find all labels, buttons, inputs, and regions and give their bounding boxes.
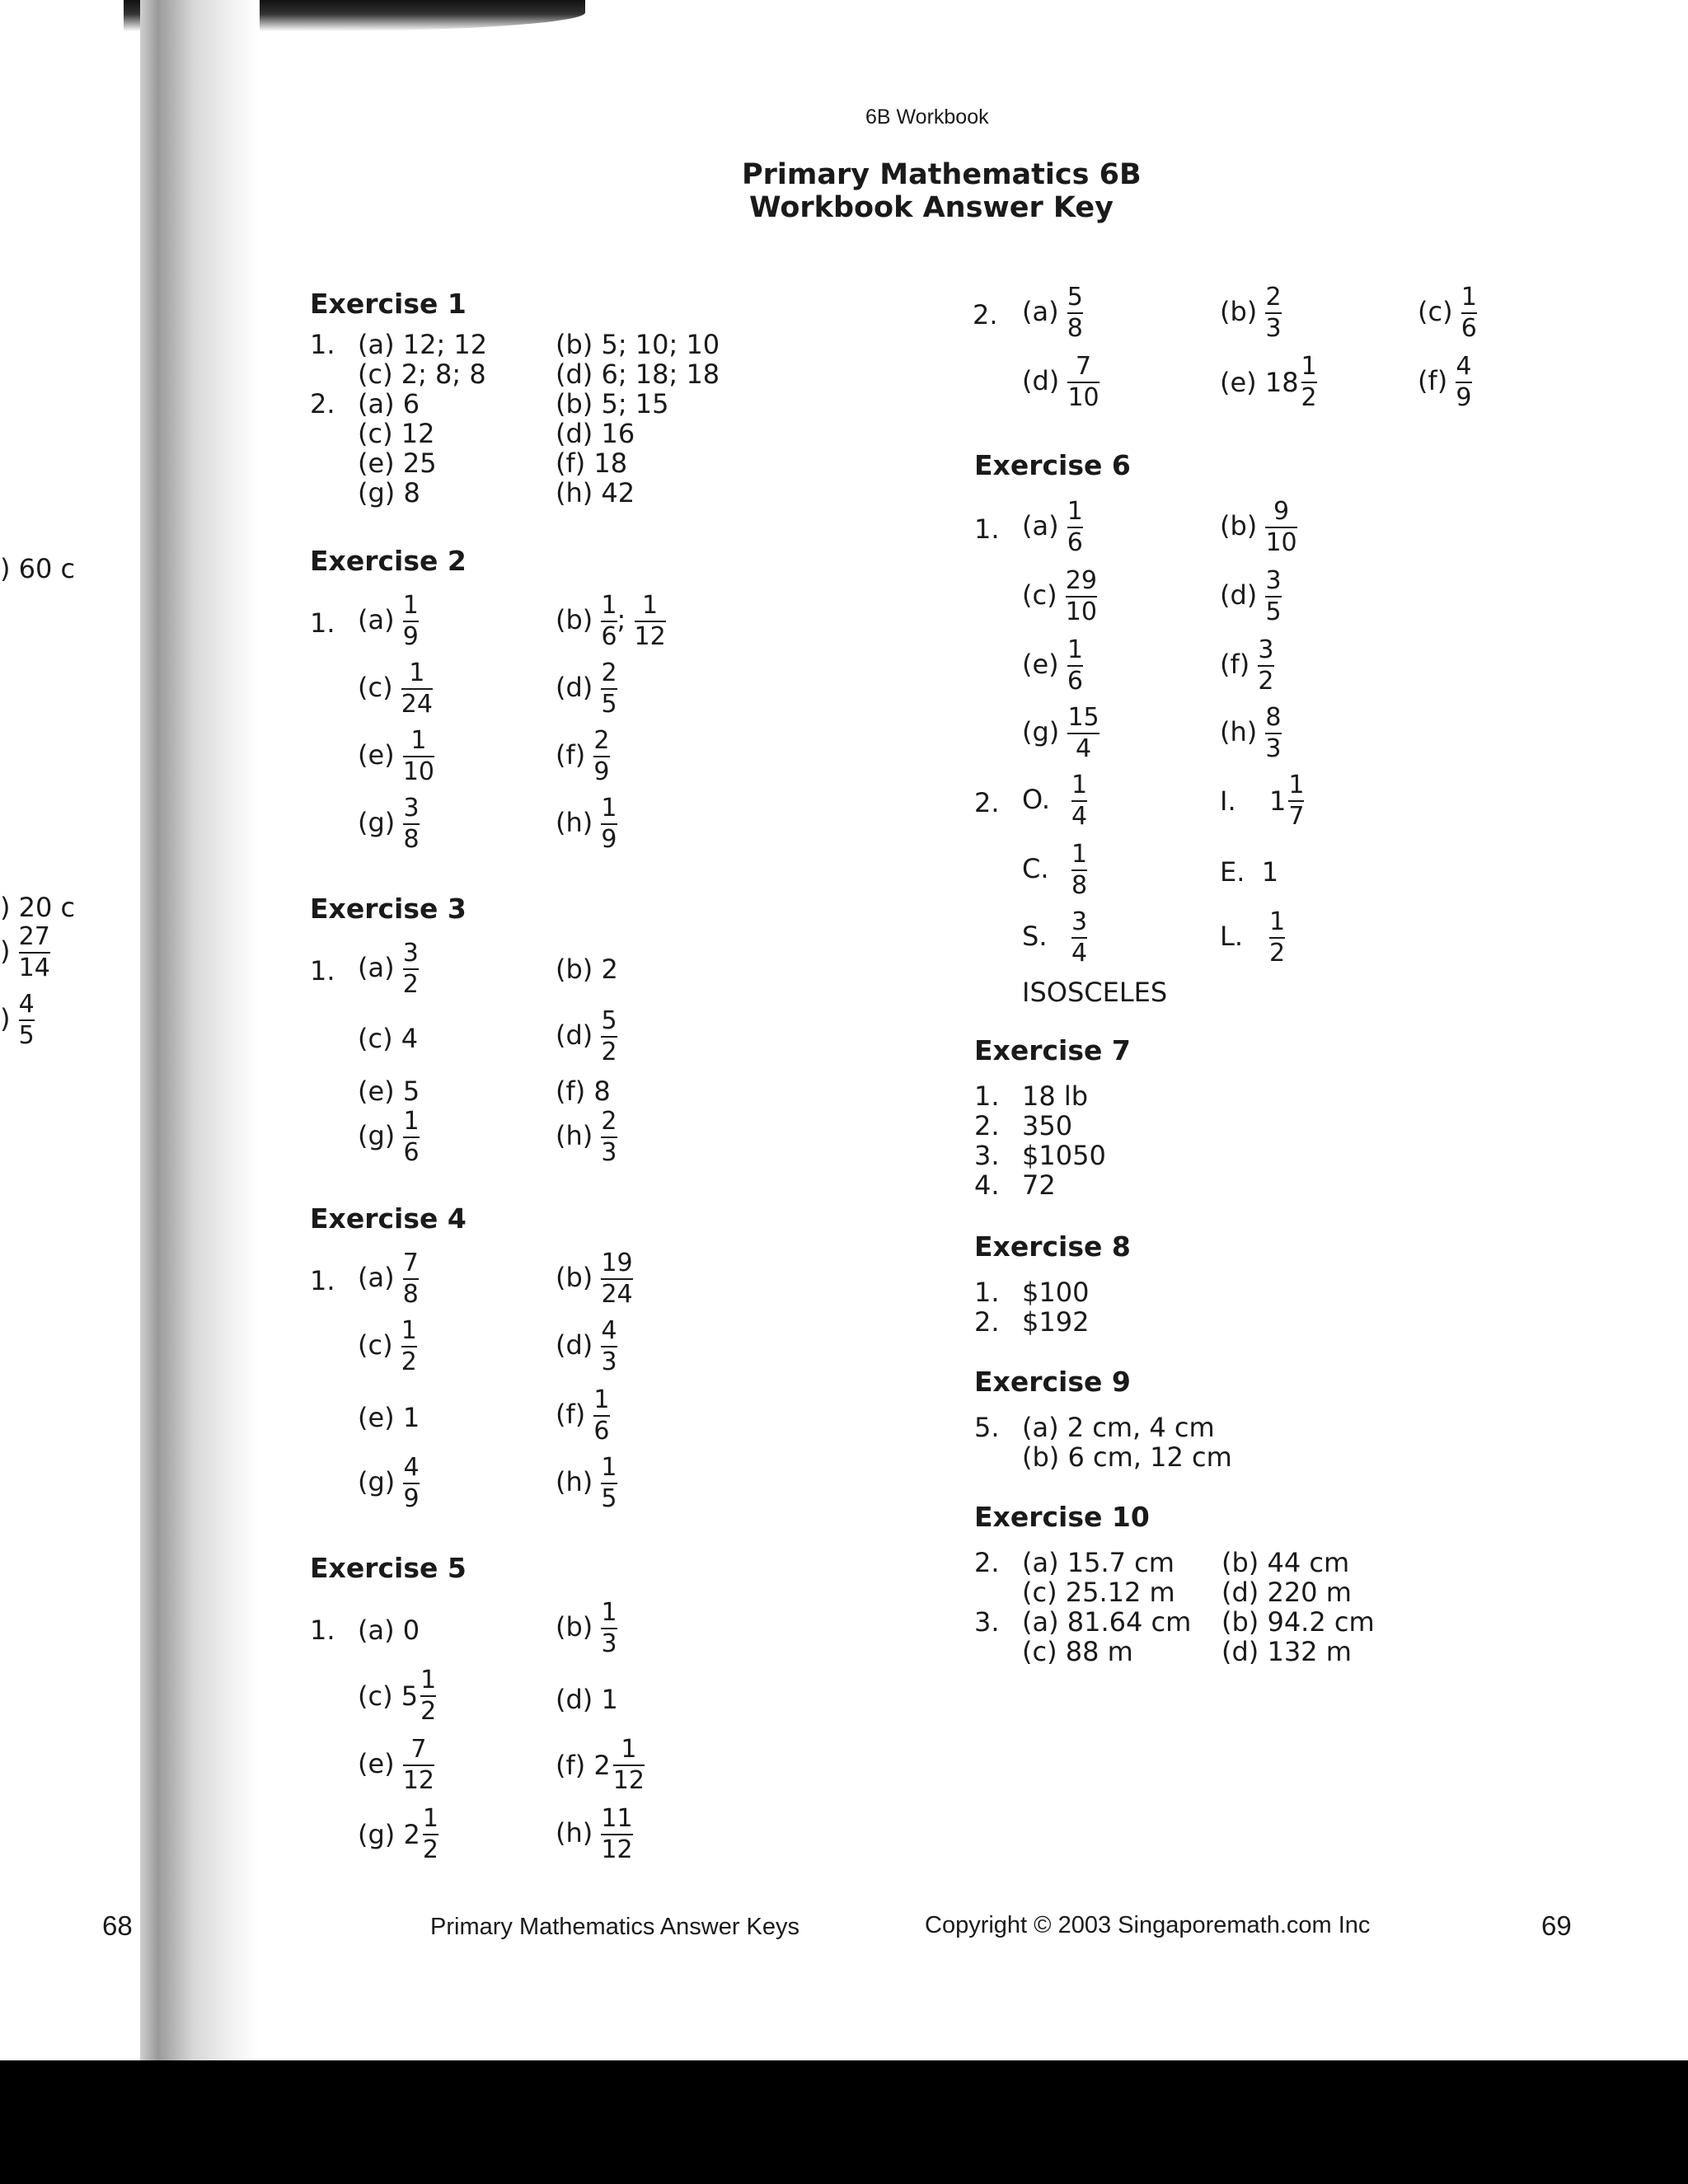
- fraction: $\frac{27}{14}$: [18, 922, 50, 982]
- answer-2-1b: (b) $\frac{1}{6}$ ; $\frac{1}{12}$: [556, 591, 666, 651]
- answer-2-1d: (d) $\frac{2}{5}$: [556, 658, 617, 719]
- answer-3-1b: (b) 2: [556, 954, 618, 985]
- answer-5-1b: (b) $\frac{1}{3}$: [556, 1598, 617, 1658]
- exercise-8-answers: [974, 1277, 1089, 1337]
- exercise-10-answers: [974, 1548, 1375, 1666]
- question-number: 2.: [973, 299, 998, 330]
- answer-2-1g: (g) $\frac{3}{8}$: [358, 794, 420, 854]
- exercise-1-heading: Exercise 1: [310, 288, 467, 320]
- fraction: $\frac{4}{5}$: [18, 990, 35, 1050]
- answer-4-1c: (c) $\frac{1}{2}$: [358, 1316, 417, 1376]
- exercise-7-answers: [974, 1081, 1106, 1200]
- answer-6-2-O: O. $\frac{1}{4}$: [1022, 771, 1088, 831]
- running-head: 6B Workbook: [865, 105, 989, 129]
- exercise-8-heading: Exercise 8: [974, 1230, 1131, 1263]
- answer-5-1h: (h) $\frac{11}{12}$: [556, 1804, 633, 1864]
- answer-6-1h: (h) $\frac{8}{3}$: [1220, 703, 1282, 763]
- title-line-1: Primary Mathematics 6B: [742, 158, 1142, 191]
- left-page-value: ) 20 c: [0, 892, 76, 923]
- answer-5-1e: (e) $\frac{7}{12}$: [358, 1735, 435, 1795]
- answer-5-2b: (b) $\frac{2}{3}$: [1220, 283, 1282, 343]
- exercise-3-heading: Exercise 3: [310, 893, 467, 925]
- left-page-value: ) 60 c: [0, 553, 76, 584]
- answer-grid: 1. $100 2. $192: [974, 1277, 1090, 1338]
- answer-6-1e: (e) $\frac{1}{6}$: [1022, 635, 1083, 696]
- scan-bottom-edge: [0, 2060, 1688, 2184]
- exercise-4-heading: Exercise 4: [310, 1202, 467, 1235]
- exercise-1-answers: [310, 330, 720, 508]
- left-page-value: ) $\frac{4}{5}$: [0, 990, 35, 1050]
- answer-3-1f: (f) 8: [556, 1076, 611, 1107]
- answer-4-1h: (h) $\frac{1}{5}$: [556, 1453, 617, 1513]
- answer-6-1c: (c) $\frac{29}{10}$: [1022, 566, 1097, 626]
- exercise-6-heading: Exercise 6: [974, 449, 1131, 481]
- title-line-2: Workbook Answer Key: [749, 191, 1114, 224]
- answer-4-1e: (e) 1: [358, 1402, 420, 1433]
- footer-left: Primary Mathematics Answer Keys: [430, 1914, 800, 1940]
- exercise-2-heading: Exercise 2: [310, 545, 467, 577]
- answer-5-2e: (e) 18 $\frac{1}{2}$: [1220, 352, 1317, 412]
- page-title: [742, 158, 1142, 224]
- answer-6-1g: (g) $\frac{15}{4}$: [1022, 703, 1100, 763]
- answer-2-1a: (a) $\frac{1}{9}$: [358, 591, 419, 651]
- question-number: 2.: [974, 787, 1000, 818]
- answer-6-word: ISOSCELES: [1022, 977, 1168, 1008]
- answer-5-1g: (g) 2 $\frac{1}{2}$: [358, 1804, 438, 1864]
- answer-6-1b: (b) $\frac{9}{10}$: [1220, 497, 1297, 557]
- page-number: 69: [1541, 1910, 1572, 1941]
- answer-3-1a: (a) $\frac{3}{2}$: [358, 939, 419, 999]
- answer-6-1f: (f) $\frac{3}{2}$: [1220, 635, 1274, 696]
- answer-5-2c: (c) $\frac{1}{6}$: [1418, 283, 1477, 343]
- left-value-b: 20 c: [18, 892, 76, 923]
- answer-6-1d: (d) $\frac{3}{5}$: [1220, 566, 1282, 626]
- answer-grid: 1. 18 lb 2. 350 3. $1050 4. 72: [974, 1080, 1106, 1201]
- answer-5-1a: (a) 0: [358, 1615, 420, 1646]
- answer-6-2-C: C. $\frac{1}{8}$: [1022, 840, 1088, 900]
- answer-5-2f: (f) $\frac{4}{9}$: [1418, 352, 1472, 412]
- question-number: 1.: [310, 955, 335, 987]
- exercise-10-heading: Exercise 10: [974, 1501, 1150, 1533]
- answer-6-2-S: S. $\frac{3}{4}$: [1022, 907, 1088, 968]
- answer-6-2-L: L. $\frac{1}{2}$: [1220, 907, 1286, 968]
- exercise-9-heading: Exercise 9: [974, 1366, 1131, 1398]
- question-number: 1.: [310, 607, 335, 639]
- book-spine-shadow: [140, 0, 260, 2060]
- answer-6-2-I: I. 1 $\frac{1}{7}$: [1220, 771, 1305, 831]
- answer-3-1d: (d) $\frac{5}{2}$: [556, 1006, 617, 1066]
- answer-6-2-E: E. 1: [1220, 856, 1279, 888]
- question-number: 1.: [310, 1615, 335, 1646]
- answer-grid: 5. (a) 2 cm, 4 cm (b) 6 cm, 12 cm: [974, 1412, 1232, 1473]
- answer-grid: 1. (a) 12; 12 (b) 5; 10; 10 (c) 2; 8; 8 (d) 6; 18; 18 2. (a) 6 (b) 5; 15 (c) 12 (d) 16 (e) 25 (f) 18 (g) 8 (h) 42: [310, 329, 720, 509]
- left-page-number: 68: [102, 1910, 133, 1941]
- answer-5-1c: (c) 5 $\frac{1}{2}$: [358, 1666, 437, 1726]
- answer-4-1b: (b) $\frac{19}{24}$: [556, 1249, 633, 1309]
- answer-3-1e: (e) 5: [358, 1076, 420, 1107]
- left-value-a: 60 c: [18, 553, 76, 584]
- answer-3-1g: (g) $\frac{1}{6}$: [358, 1107, 420, 1167]
- answer-2-1f: (f) $\frac{2}{9}$: [556, 726, 610, 786]
- answer-5-1d: (d) 1: [556, 1684, 618, 1715]
- answer-grid: 2. (a) 15.7 cm (b) 44 cm (c) 25.12 m (d) 220 m 3. (a) 81.64 cm (b) 94.2 cm (c) 88 m (d) 132 m: [974, 1547, 1375, 1667]
- exercise-9-answers: [974, 1413, 1232, 1472]
- question-number: 1.: [974, 513, 1000, 545]
- question-number: 1.: [310, 1265, 335, 1296]
- answer-5-2a: (a) $\frac{5}{8}$: [1022, 283, 1083, 343]
- footer-copyright: Copyright © 2003 Singaporemath.com Inc: [925, 1912, 1371, 1938]
- answer-5-1f: (f) 2 $\frac{1}{12}$: [556, 1735, 645, 1795]
- exercise-7-heading: Exercise 7: [974, 1034, 1131, 1066]
- answer-2-1c: (c) $\frac{1}{24}$: [358, 658, 433, 719]
- answer-4-1d: (d) $\frac{4}{3}$: [556, 1316, 617, 1376]
- answer-5-2d: (d) $\frac{7}{10}$: [1022, 352, 1100, 412]
- answer-2-1h: (h) $\frac{1}{9}$: [556, 794, 617, 854]
- answer-4-1f: (f) $\frac{1}{6}$: [556, 1385, 610, 1446]
- answer-4-1a: (a) $\frac{7}{8}$: [358, 1249, 419, 1309]
- left-page-value: ) $\frac{27}{14}$: [0, 922, 50, 982]
- answer-4-1g: (g) $\frac{4}{9}$: [358, 1453, 420, 1513]
- answer-3-1c: (c) 4: [358, 1023, 419, 1054]
- answer-6-1a: (a) $\frac{1}{6}$: [1022, 497, 1083, 557]
- exercise-5-heading: Exercise 5: [310, 1552, 467, 1584]
- answer-2-1e: (e) $\frac{1}{10}$: [358, 726, 435, 786]
- answer-3-1h: (h) $\frac{2}{3}$: [556, 1107, 617, 1167]
